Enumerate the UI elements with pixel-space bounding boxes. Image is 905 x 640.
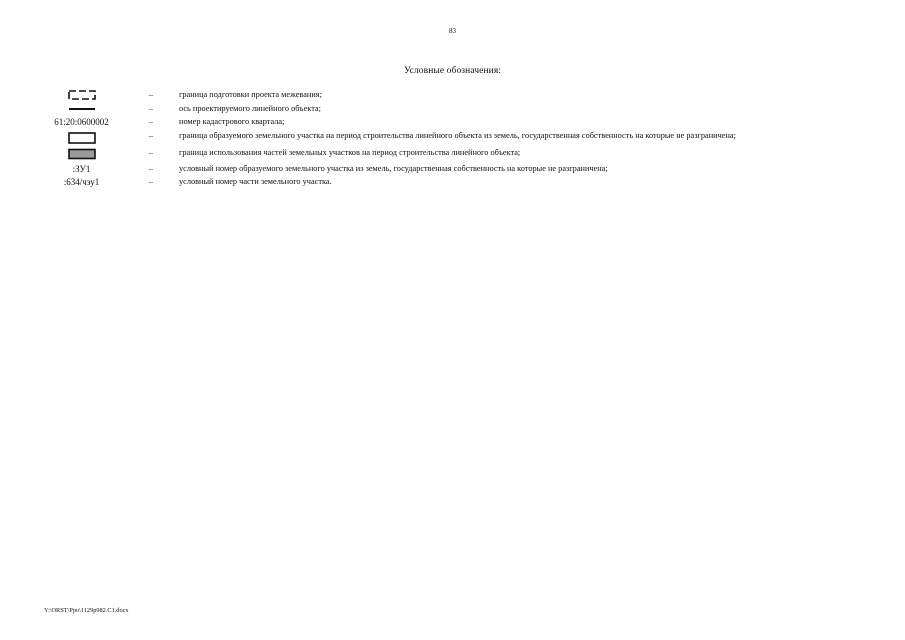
legend-description: граница использования частей земельных участков на период строительства линейного объекта; (179, 148, 521, 157)
dashed-rectangle-icon (40, 90, 123, 100)
legend-item-cadastral-quarter (40, 117, 865, 127)
plot-number-label: :ЗУ1 (72, 163, 91, 174)
legend-description: условный номер образуемого земельного участка из земель, государственная собственность на которые не разграничена; (179, 163, 608, 173)
legend-dash: – (148, 177, 154, 186)
legend-dash: – (148, 117, 154, 126)
legend-description: граница подготовки проекта межевания; (179, 90, 322, 99)
legend-dash: – (148, 163, 154, 173)
legend-dash: – (148, 130, 154, 140)
legend-description: граница образуемого земельного участка на период строительства линейного объекта из земель, государственная собственность на которые не разграничена; (179, 130, 736, 140)
legend-title: Условные обозначения: (403, 66, 502, 76)
legend-dash: – (148, 103, 154, 113)
legend-description: условный номер части земельного участка. (179, 177, 332, 186)
legend-description: ось проектируемого линейного объекта; (179, 103, 321, 113)
solid-line-icon (40, 104, 123, 114)
legend-dash: – (148, 90, 154, 99)
legend-list (40, 90, 865, 191)
page-number: 83 (449, 27, 456, 35)
legend-description: номер кадастрового квартала; (179, 117, 285, 126)
plot-part-number-label: :634/чзу1 (63, 177, 100, 187)
legend-item-axis (40, 104, 865, 114)
footer-file-path: Y:\ORST\Ppo\1129p982.C1.docx (44, 607, 129, 614)
legend-item-project-boundary (40, 90, 865, 100)
legend-dash: – (148, 148, 154, 157)
legend-item-land-plot-boundary (40, 131, 865, 145)
legend-item-parts-usage-boundary (40, 148, 865, 160)
legend-item-plot-number (40, 164, 865, 174)
filled-rectangle-icon (40, 148, 123, 160)
legend-item-plot-part-number (40, 177, 865, 187)
outline-rectangle-icon (40, 131, 123, 145)
cadastral-quarter-label: 61:20:0600002 (54, 117, 109, 127)
